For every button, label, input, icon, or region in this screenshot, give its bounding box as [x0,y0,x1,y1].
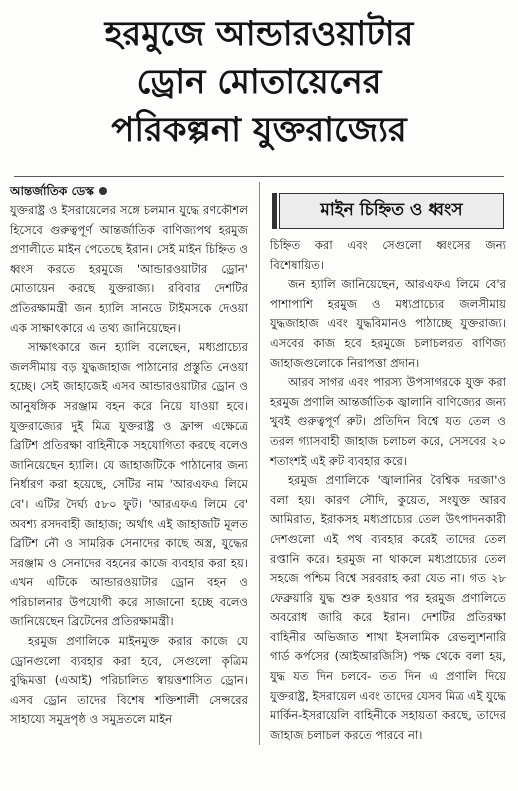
right-paragraph: হরমুজ প্রণালিকে 'জ্বালানির বৈশ্বিক দরজা'ও বলা হয়। কারণ সৌদি, কুয়েত, সংযুক্ত আরব আমিরাত, ইরাকসহ মধ্যপ্রাচ্যের তেল উৎপাদনকারী দেশগুলো এই পথ ব্যবহার করেই তাদের তেল রপ্তানি করে। হরমুজ না থাকলে মধ্যপ্রাচ্যের তেল সহজে পশ্চিম বিশ্বে সরবরাহ করা যেত না। গত ২৮ ফেব্রুয়ারি যুদ্ধ শুরু হওয়ার পর হরমুজ প্রণালিতে অবরোধ জারি করে ইরান। দেশটির প্রতিরক্ষা বাহিনীর অভিজাত শাখা ইসলামিক রেভল্যুশনারি গার্ড কর্পসের (আইআরজিসি) পক্ষ থেকে বলা হয়, যুদ্ধ যত দিন চলবে- তত দিন এ প্রণালি দিয়ে যুক্তরাষ্ট্র, ইসরায়েল এবং তাদের যেসব মিত্র এই যুদ্ধে মার্কিন-ইসরায়েলি বাহিনীকে সহায়তা করছে, তাদের জাহাজ চলাচল করতে পারবে না। [270,473,507,742]
bullet-icon [99,187,107,195]
headline-rule [14,176,504,177]
right-paragraph: চিহ্নিত করা এবং সেগুলো ধ্বংসের জন্য বিশেষায়িত। [270,238,506,272]
byline-text: আন্তর্জাতিক ডেস্ক [10,184,94,198]
headline-line-3: পরিকল্পনা যুক্তরাজ্যের [111,110,407,150]
byline [10,182,248,200]
headline [0,10,518,154]
left-paragraph: সাক্ষাৎকারে জন হ্যালি বলেছেন, মধ্যপ্রাচ্যের জলসীমায় বড় যুদ্ধজাহাজ পাঠানোর প্রস্তুতি নেওয়া হচ্ছে। সেই জাহাজেই এসব আন্ডারওয়াটার ড্রোন ও আনুষঙ্গিক সরঞ্জাম বহন করে নিয়ে যাওয়া হবে। যুক্তরাজ্যের দুই মিত্র যুক্তরাষ্ট্র ও ফ্রান্স এক্ষেত্রে ব্রিটিশ প্রতিরক্ষা বাহিনীকে সহযোগিতা করছে বলেও জানিয়েছেন হ্যালি। যে জাহাজটিকে পাঠানোর জন্য নির্ধারণ করা হয়েছে, সেটির নাম 'আরএফএ লিমে বে'। এটির দৈর্ঘ্য ৫৮০ ফুট। 'আরএফএ লিমে বে' অবশ্য রসদবাহী জাহাজ; অর্থাৎ এই জাহাজটি মূলত ব্রিটিশ নৌ ও সামরিক সেনাদের কাছে অস্ত্র, যুদ্ধের সরঞ্জাম ও সেনাদের বহনের কাজে ব্যবহার করা হয়। এখন এটিকে আন্ডারওয়াটার ড্রোন বহন ও পরিচালনার উপযোগী করে সাজানো হচ্ছে বলেও জানিয়েছেন ব্রিটেনের প্রতিরক্ষামন্ত্রী। [10,340,248,629]
left-column [10,182,248,730]
subhead-accent-bar [272,193,277,229]
subhead-box [279,193,504,229]
right-paragraph: জন হ্যালি জানিয়েছেন, আরএফএ লিমে বে'র পাশাপাশি হরমুজ ও মধ্যপ্রাচ্যের জলসীমায় যুদ্ধজাহাজ এবং যুদ্ধবিমানও পাঠাচ্ছে যুক্তরাজ্য। এসবের কাজ হবে হরমুজে চলাচলরত বাণিজ্য জাহাজগুলোকে নিরাপত্তা প্রদান। [270,277,506,370]
right-column [270,236,506,745]
column-divider [259,182,260,745]
right-paragraph: আরব সাগর এবং পারস্য উপসাগরকে যুক্ত করা হরমুজ প্রণালি আন্তর্জাতিক জ্বালানি বাণিজ্যের জন্য খুবই গুরুত্বপূর্ণ রুট। প্রতিদিন বিশ্বে যত তেল ও তরল গ্যাসবাহী জাহাজ চলাচল করে, সেসবের ২০ শতাংশই এই রুট ব্যবহার করে। [270,375,506,468]
left-paragraph: হরমুজ প্রণালিকে মাইনমুক্ত করার কাজে যে ড্রোনগুলো ব্যবহার করা হবে, সেগুলো কৃত্রিম বুদ্ধিমত্তা (এআই) পরিচালিত স্বায়ত্তশাসিত ড্রোন। এসব ড্রোন তাদের বিশেষ শক্তিশালী সেন্সরের সাহায্যে সমুদ্রপৃষ্ঠ ও সমুদ্রতলে মাইন [10,634,248,727]
subhead-text: মাইন চিহ্নিত ও ধ্বংস [320,200,463,220]
left-paragraph: যুক্তরাষ্ট্র ও ইসরায়েলের সঙ্গে চলমান যুদ্ধে রণকৌশল হিসেবে গুরুত্বপূর্ণ আন্তর্জাতিক বাণিজ্যপথ হরমুজ প্রণালীতে মাইন পেতেছে ইরান। সেই মাইন চিহ্নিত ও ধ্বংস করতে হরমুজে 'আন্ডারওয়াটার ড্রোন' মোতায়েন করছে যুক্তরাজ্য। রবিবার দেশটির প্রতিরক্ষামন্ত্রী জন হ্যালি সানডে টাইমসকে দেওয়া এক সাক্ষাৎকারে এ তথ্য জানিয়েছেন। [10,203,248,335]
headline-line-2: ড্রোন মোতায়েনের [136,62,382,102]
headline-line-1: হরমুজে আন্ডারওয়াটার [104,14,414,54]
